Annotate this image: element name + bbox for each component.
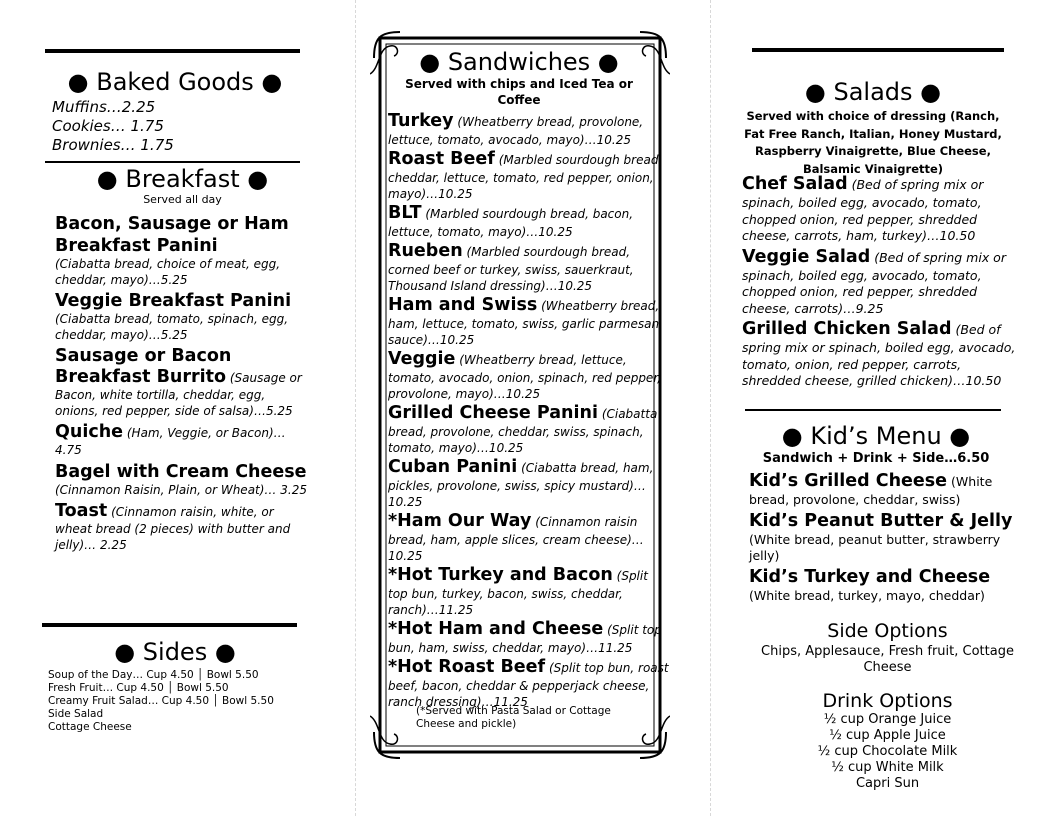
breakfast-section bbox=[55, 165, 310, 553]
drink-options-section bbox=[750, 690, 1025, 792]
sandwich-item-name: Cuban Panini bbox=[388, 457, 518, 477]
kids-heading: ● Kid’s Menu ● bbox=[781, 422, 971, 450]
sandwich-item-name: BLT bbox=[388, 203, 422, 223]
salad-item-desc: (Bed of spring mix or spinach, boiled egg, avocado, tomato, chopped onion, red pepper, shredded cheese, carrots)…9.25 bbox=[742, 249, 1006, 316]
baked-item: Cookies… 1.75 bbox=[52, 117, 164, 135]
sides-heading: ● Sides ● bbox=[114, 638, 236, 666]
rule-mid-left bbox=[45, 161, 300, 163]
sandwich-item-name: Grilled Cheese Panini bbox=[388, 403, 598, 423]
sandwich-item bbox=[388, 203, 670, 240]
sandwich-item bbox=[388, 403, 670, 456]
breakfast-item-desc: (Ciabatta bread, tomato, spinach, egg, cheddar, mayo)…5.25 bbox=[55, 312, 289, 342]
drink-item: ½ cup Apple Juice bbox=[829, 728, 946, 743]
side-options-text: Chips, Applesauce, Fresh fruit, Cottage Cheese bbox=[761, 644, 1014, 675]
sandwich-item-desc: (Cinnamon raisin bread, ham, apple slices, cream cheese)…10.25 bbox=[388, 515, 644, 563]
breakfast-subtitle: Served all day bbox=[143, 193, 222, 206]
side-options-heading: Side Options bbox=[827, 620, 948, 642]
kids-item-name: Kid’s Grilled Cheese bbox=[749, 471, 948, 491]
sides-item: Fresh Fruit… Cup 4.50 │ Bowl 5.50 bbox=[48, 682, 229, 694]
sandwich-item bbox=[388, 241, 670, 294]
sandwich-item-name: *Hot Ham and Cheese bbox=[388, 619, 604, 639]
salad-item bbox=[742, 319, 1017, 390]
sandwich-item bbox=[388, 657, 670, 710]
sandwiches-footnote-wrap bbox=[416, 705, 641, 731]
sandwich-item-desc: (Split top bun, roast beef, bacon, cheddar & pepperjack cheese, ranch dressing)…11.25 bbox=[388, 661, 669, 709]
breakfast-item-desc: (Ciabatta bread, choice of meat, egg, cheddar, mayo)…5.25 bbox=[55, 257, 281, 287]
sandwich-item-desc: (Ciabatta bread, ham, pickles, provolone, swiss, spicy mustard)…10.25 bbox=[388, 461, 654, 509]
sandwiches-section bbox=[388, 48, 670, 710]
sandwich-item-name: *Ham Our Way bbox=[388, 511, 532, 531]
sides-section bbox=[45, 638, 305, 734]
sandwich-item-desc: (Split top bun, ham, swiss, cheddar, mayo)…11.25 bbox=[388, 623, 662, 655]
salads-section bbox=[742, 78, 1017, 390]
fold-line-right bbox=[710, 0, 711, 816]
drink-item: ½ cup Orange Juice bbox=[823, 712, 952, 727]
sandwich-item bbox=[388, 457, 670, 510]
baked-item: Muffins…2.25 bbox=[52, 98, 156, 116]
breakfast-item-desc: (Cinnamon Raisin, Plain, or Wheat)… 3.25 bbox=[55, 482, 307, 497]
sandwich-item bbox=[388, 511, 670, 564]
salad-item-name: Chef Salad bbox=[742, 174, 848, 194]
rule-top-right bbox=[752, 48, 1004, 52]
sandwich-item-name: *Hot Turkey and Bacon bbox=[388, 565, 613, 585]
salad-item-name: Veggie Salad bbox=[742, 246, 871, 267]
breakfast-item-name: Toast bbox=[55, 501, 108, 521]
sandwich-item-name: Roast Beef bbox=[388, 149, 495, 169]
kids-item-name: Kid’s Turkey and Cheese bbox=[749, 566, 991, 587]
breakfast-item-desc: (Cinnamon raisin, white, or wheat bread (2 pieces) with butter and jelly)… 2.25 bbox=[55, 505, 291, 552]
sandwich-item-name: Ham and Swiss bbox=[388, 295, 538, 315]
sandwich-item-desc: (Ciabatta bread, provolone, cheddar, swiss, spinach, tomato, mayo)…10.25 bbox=[388, 407, 658, 455]
drink-item: ½ cup Chocolate Milk bbox=[817, 744, 958, 759]
sandwich-item-name: Turkey bbox=[388, 111, 454, 131]
sandwich-item-desc: (Wheatberry bread, provolone, lettuce, tomato, avocado, mayo)…10.25 bbox=[388, 115, 644, 147]
kids-item-desc: (White bread, turkey, mayo, cheddar) bbox=[749, 587, 985, 603]
sides-item: Side Salad bbox=[48, 708, 104, 720]
rule-kids-right bbox=[745, 409, 1001, 411]
baked-item: Brownies… 1.75 bbox=[52, 136, 174, 154]
sandwich-item bbox=[388, 619, 670, 656]
sandwich-item-desc: (Split top bun, turkey, bacon, swiss, cheddar, ranch)…11.25 bbox=[388, 569, 648, 617]
sandwich-item bbox=[388, 295, 670, 348]
salads-subtitle: Served with choice of dressing (Ranch, Fat Free Ranch, Italian, Honey Mustard, Raspberry Vinaigrette, Blue Cheese, Balsamic Vinaigrette) bbox=[744, 109, 1002, 176]
salad-item bbox=[742, 247, 1017, 318]
fold-line-left bbox=[355, 0, 356, 816]
breakfast-item-name: Bacon, Sausage or Ham Breakfast Panini bbox=[55, 214, 289, 256]
sides-item: Soup of the Day… Cup 4.50 │ Bowl 5.50 bbox=[48, 669, 259, 681]
kids-item-desc: (White bread, provolone, cheddar, swiss) bbox=[749, 474, 993, 507]
salad-item bbox=[742, 174, 1017, 245]
rule-top-left bbox=[45, 49, 300, 53]
sandwich-item-desc: (Marbled sourdough bread, corned beef or turkey, swiss, sauerkraut, Thousand Island dressing)…10.25 bbox=[388, 245, 634, 293]
sandwich-item bbox=[388, 565, 670, 618]
sandwich-item bbox=[388, 349, 670, 402]
sandwich-item-name: Rueben bbox=[388, 241, 463, 261]
breakfast-item-name: Veggie Breakfast Panini bbox=[55, 291, 292, 311]
sides-item: Creamy Fruit Salad… Cup 4.50 │ Bowl 5.50 bbox=[48, 695, 274, 707]
sandwich-item-name: *Hot Roast Beef bbox=[388, 657, 546, 677]
sandwich-item-desc: (Marbled sourdough bread, cheddar, lettuce, tomato, red pepper, onion, mayo)…10.25 bbox=[388, 153, 663, 201]
baked-goods-heading: ● Baked Goods ● bbox=[67, 68, 283, 96]
salad-item-name: Grilled Chicken Salad bbox=[742, 319, 952, 339]
kids-section bbox=[745, 422, 1020, 604]
rule-sides-left bbox=[42, 623, 297, 627]
sides-item: Cottage Cheese bbox=[48, 721, 132, 733]
sandwiches-footnote: (*Served with Pasta Salad or Cottage Cheese and pickle) bbox=[416, 705, 611, 730]
kids-item-desc: (White bread, peanut butter, strawberry jelly) bbox=[749, 531, 1001, 563]
sandwich-item-name: Veggie bbox=[388, 349, 456, 369]
breakfast-item-name: Bagel with Cream Cheese bbox=[55, 461, 307, 482]
breakfast-item-desc: (Sausage or Bacon, white tortilla, cheddar, egg, onions, red pepper, side of salsa)…5.25 bbox=[55, 371, 302, 418]
sandwich-item bbox=[388, 149, 670, 202]
kids-item-name: Kid’s Peanut Butter & Jelly bbox=[749, 510, 1013, 531]
kids-item bbox=[749, 567, 1020, 605]
drink-item: Capri Sun bbox=[855, 776, 920, 791]
salad-item-desc: (Bed of spring mix or spinach, boiled egg, avocado, tomato, chopped onion, red pepper, shredded cheese, carrots, ham, turkey)…10.50 bbox=[742, 177, 984, 243]
breakfast-item-name: Quiche bbox=[55, 422, 124, 442]
sandwich-item-desc: (Wheatberry bread, ham, lettuce, tomato, swiss, garlic parmesan sauce)…10.25 bbox=[388, 299, 660, 347]
breakfast-item-desc: (Ham, Veggie, or Bacon)… 4.75 bbox=[55, 426, 286, 457]
kids-item bbox=[749, 511, 1020, 565]
kids-subtitle: Sandwich + Drink + Side…6.50 bbox=[762, 451, 990, 466]
breakfast-item-name: Sausage or Bacon Breakfast Burrito bbox=[55, 346, 232, 387]
drink-item: ½ cup White Milk bbox=[831, 760, 944, 775]
salad-item-desc: (Bed of spring mix or spinach, boiled egg, avocado, tomato, onion, red pepper, carrots, shredded cheese, grilled chicken)…10.50 bbox=[742, 322, 1016, 388]
salads-heading: ● Salads ● bbox=[804, 78, 942, 106]
baked-goods-section bbox=[45, 68, 305, 155]
sandwiches-heading: ● Sandwiches ● bbox=[419, 48, 619, 76]
drink-options-heading: Drink Options bbox=[822, 690, 953, 712]
sandwich-item bbox=[388, 111, 670, 148]
sandwiches-subtitle: Served with chips and Iced Tea or Coffee bbox=[405, 77, 633, 107]
side-options-section bbox=[750, 620, 1025, 676]
sandwich-item-desc: (Marbled sourdough bread, bacon, lettuce, tomato, mayo)…10.25 bbox=[388, 207, 634, 239]
breakfast-heading: ● Breakfast ● bbox=[96, 165, 269, 193]
kids-item bbox=[749, 471, 1020, 509]
sandwich-item-desc: (Wheatberry bread, lettuce, tomato, avocado, onion, spinach, red pepper, provolone, mayo)…10.25 bbox=[388, 353, 661, 401]
